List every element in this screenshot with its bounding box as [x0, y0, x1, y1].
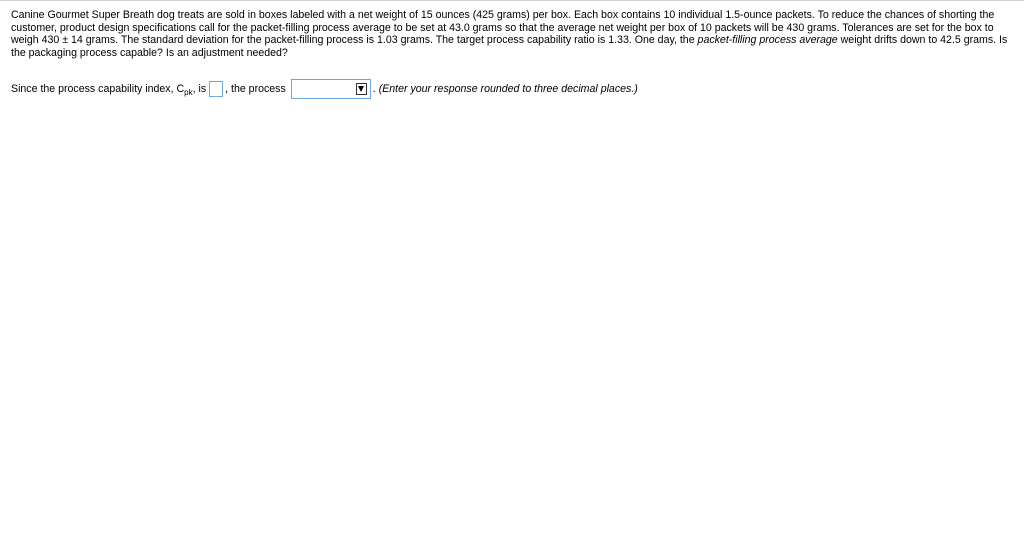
process-capability-dropdown[interactable]: [291, 79, 371, 99]
question-paragraph: [11, 9, 1019, 59]
cpk-subscript: pk: [184, 88, 193, 97]
answer-line: [11, 79, 638, 99]
rounding-hint: [376, 83, 638, 95]
answer-prefix: [11, 83, 206, 95]
answer-middle-text: , the process: [225, 83, 286, 95]
answer-prefix-text: Since the process capability index, C: [11, 83, 185, 95]
rounding-hint-text: (Enter your response rounded to three decimal places.): [378, 83, 638, 95]
chevron-down-icon[interactable]: [356, 83, 367, 95]
cpk-answer-input[interactable]: [209, 81, 223, 97]
top-divider: [0, 0, 1024, 1]
question-italic-phrase: packet-filling process average: [697, 34, 838, 47]
answer-after-subscript: , is: [192, 83, 207, 95]
question-text: [11, 9, 1019, 59]
answer-period: .: [372, 83, 376, 95]
question-text-part-2: weight drifts down to 42.5 grams. Is the packaging process capable? Is an adjustment needed?: [11, 34, 1008, 59]
question-text-part-1: Canine Gourmet Super Breath dog treats are sold in boxes labeled with a net weight of 15 ounces (425 grams) per box. Each box contains 10 individual 1.5-ounce packets. To reduce the chances of shorting the customer, product design specifications call for the packet-filling process average to be set at 43.0 grams so that the average net weight per box of 10 packets will be 430 grams. Tolerances are set for the box to weigh 430 ± 14 grams. The standard deviation for the packet-filling process is 1.03 grams. The target process capability ratio is 1.33. One day, the: [11, 9, 995, 47]
